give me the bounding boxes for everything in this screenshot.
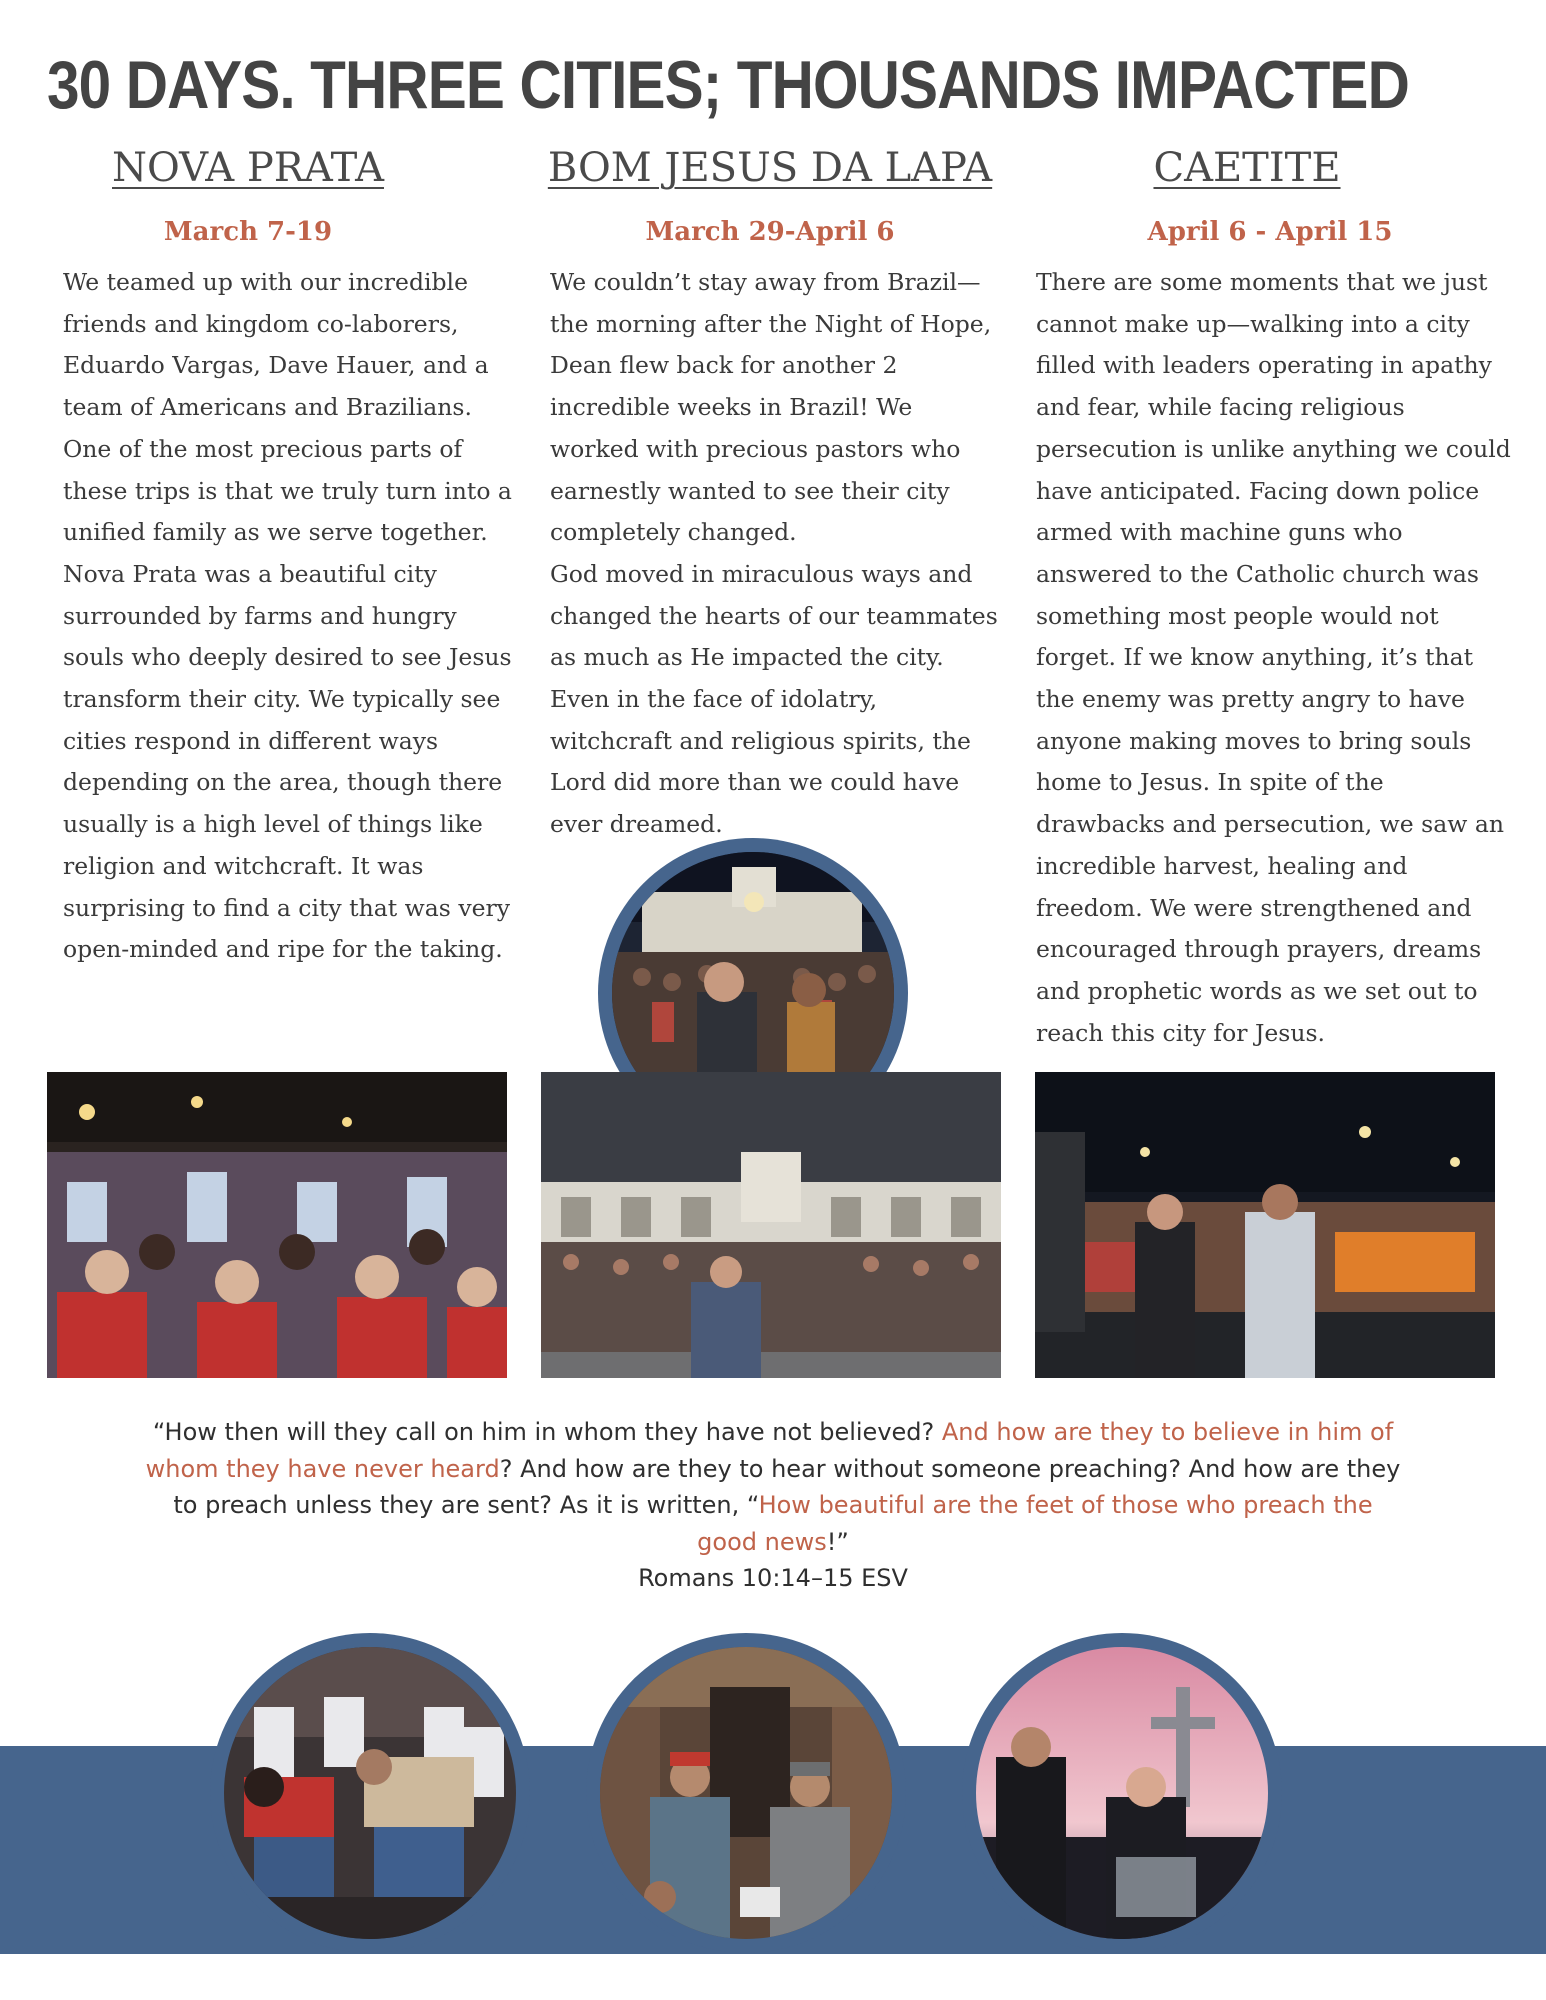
story-nova-prata <box>63 262 513 971</box>
circle-photo-frame <box>586 1633 906 1953</box>
people-kneeling-prayer-photo <box>224 1647 516 1939</box>
story-paragraph: We couldn’t stay away from Brazil—the morning after the Night of Hope, Dean flew back for another 2 incredible weeks in Brazil! We worked with precious pastors who earnestly wanted to see their city completely changed. <box>550 268 992 547</box>
dates-nova-prata: March 7-19 <box>163 217 333 247</box>
caetite-stage-crowd-photo <box>1035 1072 1495 1378</box>
home-visit-prayer-photo <box>600 1647 892 1939</box>
nova-prata-crowd-photo <box>47 1072 507 1378</box>
story-caetite <box>1036 262 1512 1054</box>
story-bom-jesus-da-lapa <box>550 262 998 846</box>
verse-text: ? And how are they to hear without someone preaching? And how are they to preach unless they are sent? As it is written, “ <box>173 1454 1401 1519</box>
dates-bom-jesus-da-lapa: March 29-April 6 <box>645 217 895 247</box>
city-title-bom-jesus-da-lapa: BOM JESUS DA LAPA <box>547 145 993 191</box>
story-paragraph: God moved in miraculous ways and changed the hearts of our teammates as much as He impacted the city. Even in the face of idolatry, witchcraft and religious spirits, the Lord did more than we could have ever dreamed. <box>550 559 998 839</box>
circle-photo-frame <box>962 1633 1282 1953</box>
circle-photo-frame <box>210 1633 530 1953</box>
verse-highlight: And how are they to believe in him of whom they have never heard <box>145 1418 1394 1483</box>
verse-text: !” <box>826 1527 849 1556</box>
city-title-nova-prata: NOVA PRATA <box>112 145 384 191</box>
story-paragraph: There are some moments that we just cannot make up—walking into a city filled with leaders operating in apathy and fear, while facing religious persecution is unlike anything we could have anticipated. Facing down police armed with machine guns who answered to the Catholic church was something most people would not forget. If we know anything, it’s that the enemy was pretty angry to have anyone making moves to bring souls home to Jesus. In spite of the drawbacks and persecution, we saw an incredible harvest, healing and freedom. We were strengthened and encouraged through prayers, dreams and prophetic words as we set out to reach this city for Jesus. <box>1036 268 1511 1047</box>
preachers-cross-stage-photo <box>976 1647 1268 1939</box>
verse-highlight: How beautiful are the feet of those who preach the good news <box>697 1491 1373 1556</box>
page-headline: 30 DAYS. THREE CITIES; THOUSANDS IMPACTED <box>47 47 1409 123</box>
scripture-quote <box>140 1414 1406 1597</box>
city-title-caetite: CAETITE <box>1153 145 1341 191</box>
dates-caetite: April 6 - April 15 <box>1147 217 1393 247</box>
bom-jesus-plaza-crowd-photo <box>541 1072 1001 1378</box>
story-paragraph: We teamed up with our incredible friends and kingdom co-laborers, Eduardo Vargas, Dave Hauer, and a team of Americans and Brazilians. One of the most precious parts of these trips is that we truly turn into a unified family as we serve together. Nova Prata was a beautiful city surrounded by farms and hungry souls who deeply desired to see Jesus transform their city. We typically see cities respond in different ways depending on the area, though there usually is a high level of things like religion and witchcraft. It was surprising to find a city that was very open-minded and ripe for the taking. <box>63 268 512 964</box>
verse-reference: Romans 10:14–15 ESV <box>638 1564 908 1592</box>
verse-text: “How then will they call on him in whom they have not believed? <box>152 1418 942 1446</box>
